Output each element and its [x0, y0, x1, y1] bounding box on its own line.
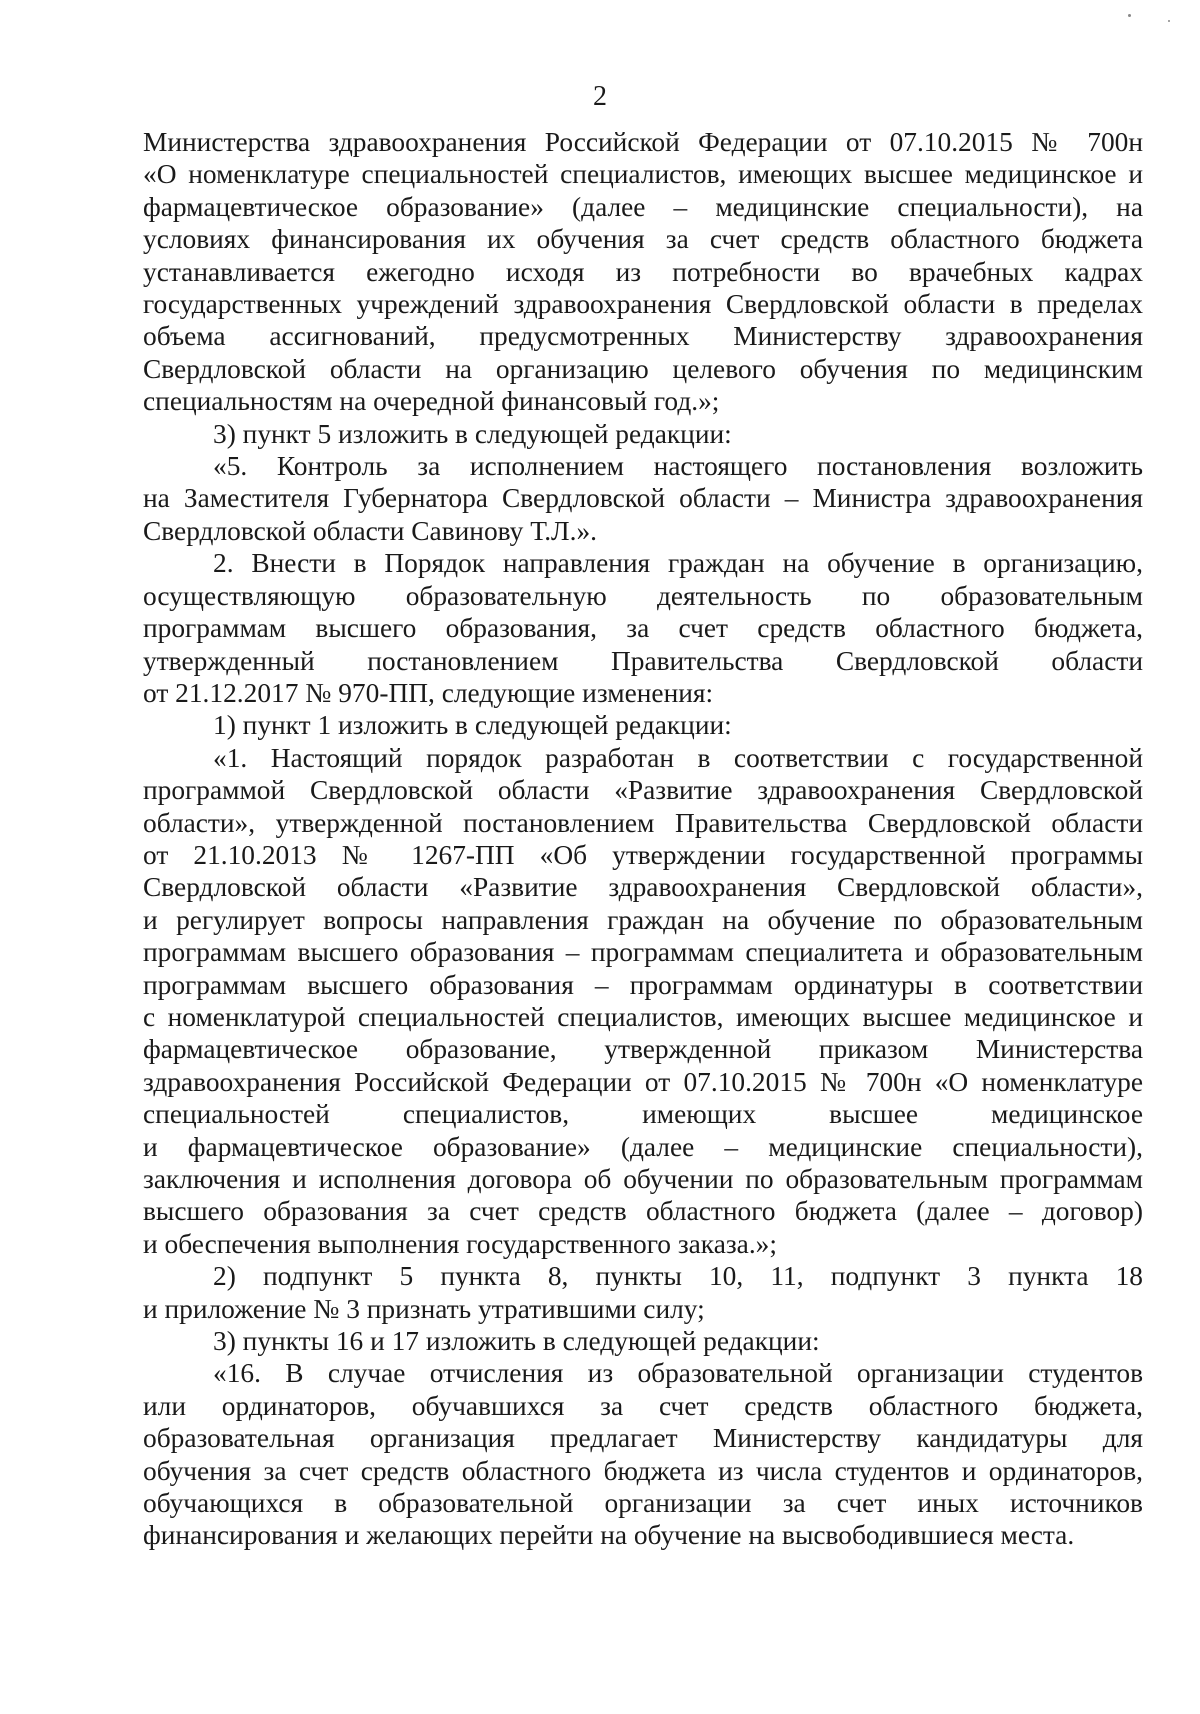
text-line: 3) пункты 16 и 17 изложить в следующей редакции:: [213, 1326, 820, 1357]
text-line: «5. Контроль за исполнением настоящего постановления возложить: [213, 451, 1143, 482]
text-line: условиях финансирования их обучения за счет средств областного бюджета: [143, 224, 1143, 255]
text-line: «1. Настоящий порядок разработан в соответствии с государственной: [213, 742, 1143, 773]
scan-speck: [1128, 14, 1131, 17]
text-line: финансирования и желающих перейти на обучение на высвободившиеся места.: [143, 1520, 1075, 1551]
text-line: устанавливается ежегодно исходя из потребности во врачебных кадрах: [143, 256, 1143, 287]
text-line: от 21.10.2013 № 1267-ПП «Об утверждении государственной программы: [143, 839, 1143, 870]
text-line: Свердловской области «Развитие здравоохранения Свердловской области»,: [143, 872, 1143, 903]
text-line: заключения и исполнения договора об обучении по образовательным программам: [143, 1164, 1143, 1194]
text-line: осуществляющую образовательную деятельность по образовательным: [143, 580, 1143, 611]
text-line: образовательная организация предлагает Министерству кандидатуры для: [143, 1423, 1143, 1454]
text-line: «О номенклатуре специальностей специалистов, имеющих высшее медицинское и: [143, 159, 1143, 190]
text-line: или ординаторов, обучавшихся за счет средств областного бюджета,: [143, 1390, 1143, 1421]
text-line: специальностей специалистов, имеющих высшее медицинское: [143, 1099, 1143, 1130]
page-number: 2: [593, 81, 607, 112]
text-line: обучения за счет средств областного бюджета из числа студентов и ординаторов,: [143, 1455, 1143, 1486]
text-line: объема ассигнований, предусмотренных Министерству здравоохранения: [143, 321, 1143, 352]
text-line: 2. Внести в Порядок направления граждан на обучение в организацию,: [213, 548, 1143, 579]
text-line: программам высшего образования, за счет средств областного бюджета,: [143, 613, 1143, 644]
text-line: государственных учреждений здравоохранения Свердловской области в пределах: [143, 289, 1143, 320]
text-line: программой Свердловской области «Развитие здравоохранения Свердловской: [143, 775, 1143, 806]
text-line: на Заместителя Губернатора Свердловской области – Министра здравоохранения: [143, 483, 1143, 514]
text-line: «16. В случае отчисления из образовательной организации студентов: [213, 1358, 1143, 1389]
text-line: программам высшего образования – программам специалитета и образовательным: [143, 937, 1143, 968]
text-line: высшего образования за счет средств областного бюджета (далее – договор): [143, 1196, 1143, 1227]
text-line: Министерства здравоохранения Российской Федерации от 07.10.2015 № 700н: [143, 127, 1143, 157]
text-line: Свердловской области на организацию целевого обучения по медицинским: [143, 353, 1143, 384]
text-line: с номенклатурой специальностей специалистов, имеющих высшее медицинское и: [143, 1001, 1143, 1032]
text-line: программам высшего образования – программам ординатуры в соответствии: [143, 969, 1143, 1000]
text-line: Свердловской области Савинову Т.Л.».: [143, 515, 598, 546]
text-line: специальностям на очередной финансовый год.»;: [143, 386, 720, 417]
scan-speck: [1168, 20, 1170, 22]
text-line: обучающихся в образовательной организации за счет иных источников: [143, 1488, 1143, 1519]
document-body: [143, 126, 1143, 1552]
text-line: 3) пункт 5 изложить в следующей редакции:: [213, 418, 732, 449]
text-line: и обеспечения выполнения государственного заказа.»;: [143, 1228, 777, 1259]
text-line: и приложение № 3 признать утратившими силу;: [143, 1293, 705, 1324]
text-line: 2) подпункт 5 пункта 8, пункты 10, 11, подпункт 3 пункта 18: [213, 1261, 1143, 1292]
text-line: 1) пункт 1 изложить в следующей редакции:: [213, 710, 732, 741]
text-line: и регулирует вопросы направления граждан на обучение по образовательным: [143, 904, 1143, 935]
text-line: утвержденный постановлением Правительства Свердловской области: [143, 645, 1143, 676]
text-line: здравоохранения Российской Федерации от 07.10.2015 № 700н «О номенклатуре: [143, 1066, 1143, 1097]
text-line: фармацевтическое образование» (далее – медицинские специальности), на: [143, 191, 1143, 222]
text-line: и фармацевтическое образование» (далее – медицинские специальности),: [143, 1131, 1143, 1162]
text-line: фармацевтическое образование, утвержденной приказом Министерства: [143, 1034, 1143, 1065]
text-line: от 21.12.2017 № 970-ПП, следующие изменения:: [143, 677, 714, 708]
text-line: области», утвержденной постановлением Правительства Свердловской области: [143, 807, 1143, 838]
